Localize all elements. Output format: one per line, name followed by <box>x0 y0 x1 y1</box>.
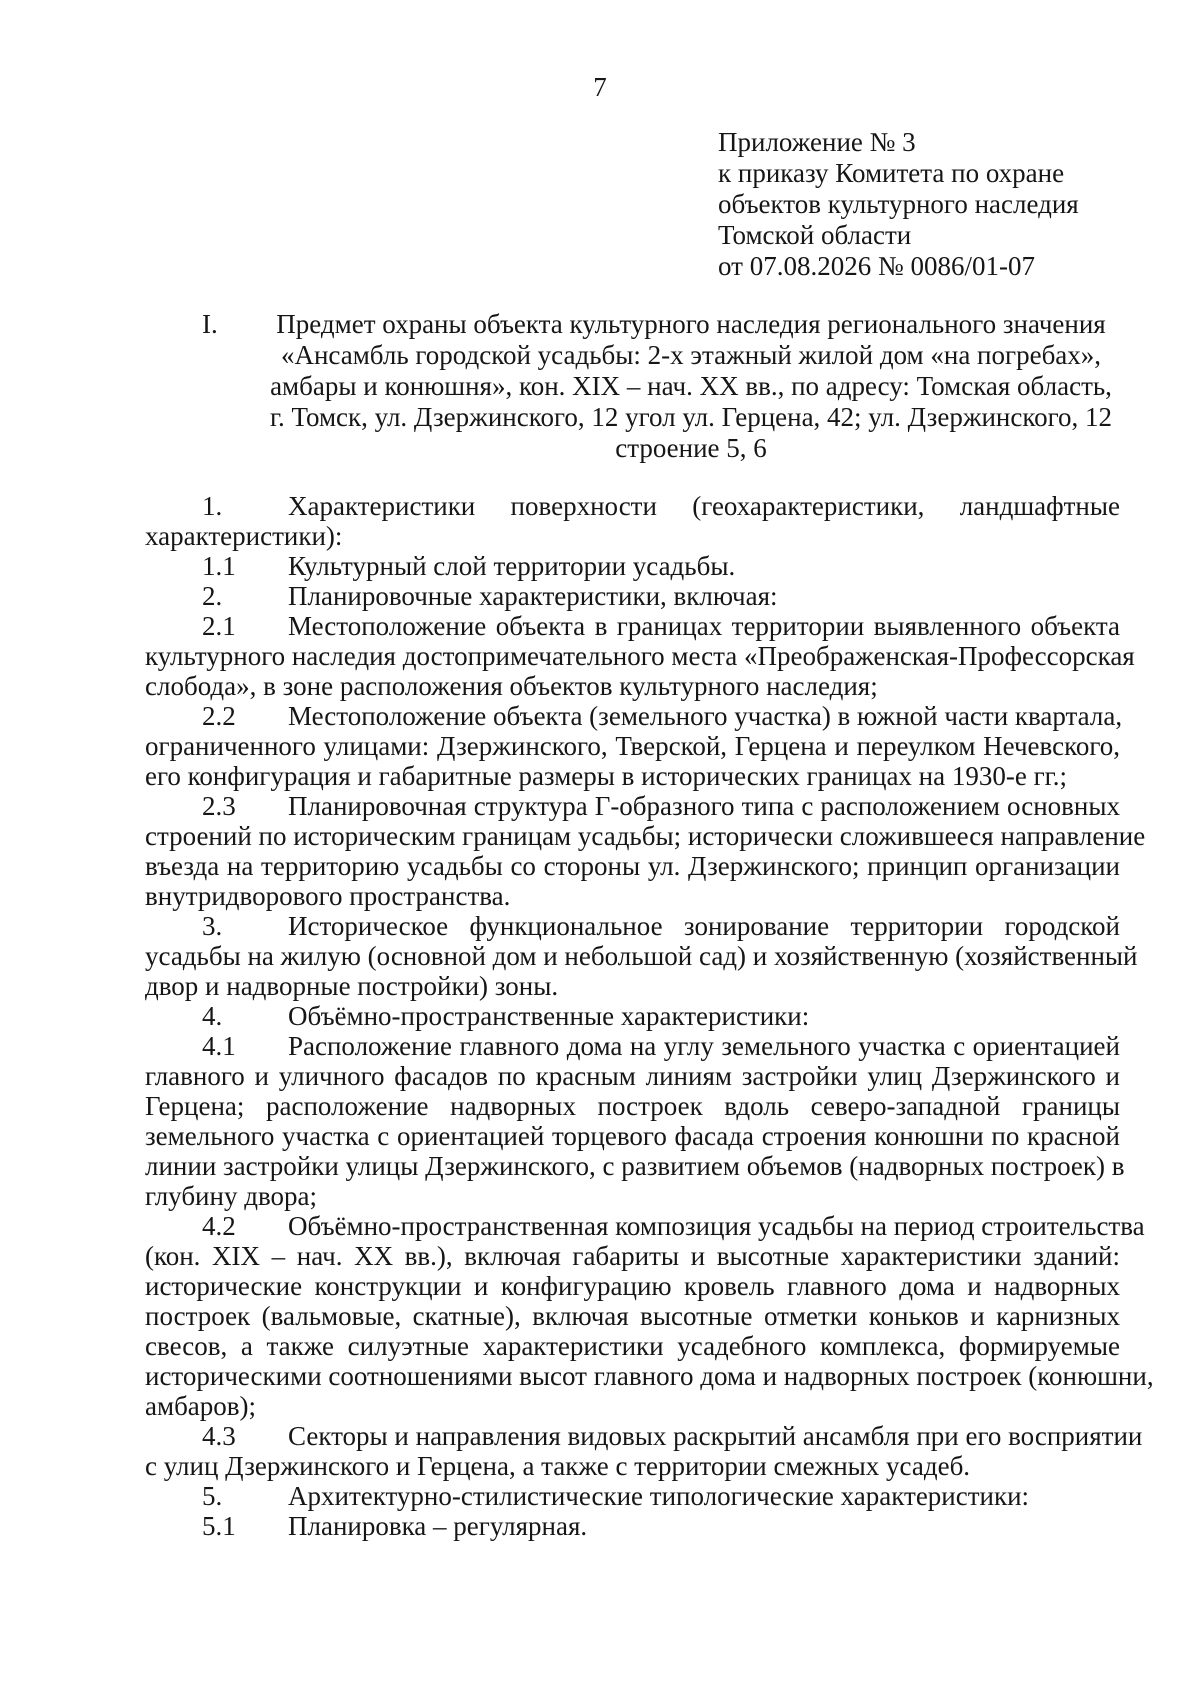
list-item <box>145 1001 1120 1031</box>
line-text: главного и уличного фасадов по красным линиям застройки улиц Дзержинского и <box>145 1061 1120 1091</box>
list-item <box>145 701 1123 791</box>
paragraph-line <box>145 701 1123 731</box>
item-number: 4.2 <box>202 1211 236 1241</box>
item-number: 4.1 <box>202 1031 236 1061</box>
list-item <box>145 1511 1120 1541</box>
list-item <box>145 1211 1154 1421</box>
list-item <box>145 581 1120 611</box>
section-title-line: «Ансамбль городской усадьбы: 2-х этажный жилой дом «на погребах», <box>280 340 1102 370</box>
list-item <box>145 551 1120 581</box>
line-text: Секторы и направления видовых раскрытий ансамбля при его восприятии <box>288 1421 1143 1451</box>
line-text: внутридворового пространства. <box>145 881 511 911</box>
line-text: амбаров); <box>145 1391 257 1421</box>
line-text: построек (вальмовые, скатные), включая высотные отметки коньков и карнизных <box>145 1301 1120 1331</box>
paragraph-line <box>145 551 1120 581</box>
paragraph-line <box>145 1061 1120 1091</box>
line-text: Культурный слой территории усадьбы. <box>288 551 736 581</box>
paragraph-line <box>145 1181 1120 1211</box>
paragraph-line <box>145 911 1120 941</box>
item-number: 1.1 <box>202 551 236 581</box>
item-number: 5.1 <box>202 1511 236 1541</box>
paragraph-line <box>145 1361 1154 1391</box>
line-text: историческими соотношениями высот главного дома и надворных построек (конюшни, <box>145 1361 1154 1391</box>
line-text: культурного наследия достопримечательного места «Преображенская-Профессорская <box>145 641 1135 671</box>
list-item <box>145 491 1120 551</box>
numbered-list <box>145 491 1154 1541</box>
line-text: Планировка – регулярная. <box>288 1511 588 1541</box>
appendix-header <box>718 127 1158 282</box>
paragraph-line <box>145 1241 1120 1271</box>
item-number: 4. <box>202 1001 223 1031</box>
appendix-line: Томской области <box>718 220 912 250</box>
list-item <box>145 1421 1143 1481</box>
paragraph-line <box>145 1481 1120 1511</box>
appendix-line: объектов культурного наследия <box>718 189 1079 219</box>
line-text: строений по историческим границам усадьбы; исторически сложившееся направление <box>145 821 1146 851</box>
paragraph-line <box>145 1151 1125 1181</box>
paragraph-line <box>145 521 1120 551</box>
item-number: 4.3 <box>202 1421 236 1451</box>
appendix-line: к приказу Комитета по охране <box>718 158 1065 188</box>
item-number: 1. <box>202 491 223 521</box>
line-text: Характеристики поверхности (геохарактеристики, ландшафтные <box>288 491 1120 521</box>
appendix-line: от 07.08.2026 № 0086/01-07 <box>718 251 1035 281</box>
line-text: земельного участка с ориентацией торцевого фасада строения конюшни по красной <box>145 1121 1120 1151</box>
appendix-line: Приложение № 3 <box>718 127 916 157</box>
paragraph-line <box>145 491 1120 521</box>
line-text: Архитектурно-стилистические типологические характеристики: <box>288 1481 1030 1511</box>
paragraph-line <box>145 1271 1120 1301</box>
section-title-line: строение 5, 6 <box>615 433 767 463</box>
item-number: 2.3 <box>202 791 236 821</box>
paragraph-line <box>145 1331 1120 1361</box>
paragraph-line <box>145 761 1120 791</box>
line-text: Объёмно-пространственные характеристики: <box>288 1001 810 1031</box>
line-text: с улиц Дзержинского и Герцена, а также с территории смежных усадеб. <box>145 1451 971 1481</box>
paragraph-line <box>145 581 1120 611</box>
item-number: 5. <box>202 1481 223 1511</box>
line-text: Герцена; расположение надворных построек вдоль северо-западной границы <box>145 1091 1120 1121</box>
item-number: 2.2 <box>202 701 236 731</box>
line-text: Планировочные характеристики, включая: <box>288 581 778 611</box>
paragraph-line <box>145 1391 1120 1421</box>
paragraph-line <box>145 791 1120 821</box>
list-item <box>145 911 1138 1001</box>
paragraph-line <box>145 821 1146 851</box>
line-text: (кон. XIX – нач. XX вв.), включая габариты и высотные характеристики зданий: <box>145 1241 1120 1271</box>
paragraph-line <box>145 1301 1120 1331</box>
section-title-line: Предмет охраны объекта культурного наследия регионального значения <box>276 309 1106 339</box>
paragraph-line <box>145 1091 1120 1121</box>
line-text: Планировочная структура Г-образного типа с расположением основных <box>288 791 1120 821</box>
paragraph-line <box>145 971 1120 1001</box>
paragraph-line <box>145 1121 1120 1151</box>
line-text: Местоположение объекта в границах территории выявленного объекта <box>288 611 1120 641</box>
list-item <box>145 611 1135 701</box>
line-text: ограниченного улицами: Дзержинского, Тверской, Герцена и переулком Нечевского, <box>145 731 1120 761</box>
line-text: усадьбы на жилую (основной дом и небольшой сад) и хозяйственную (хозяйственный <box>145 941 1138 971</box>
line-text: его конфигурация и габаритные размеры в исторических границах на 1930-е гг.; <box>145 761 1067 791</box>
page-number: 7 <box>593 72 607 102</box>
paragraph-line <box>145 851 1120 881</box>
paragraph-line <box>145 1511 1120 1541</box>
line-text: слобода», в зоне расположения объектов культурного наследия; <box>145 671 878 701</box>
item-number: 3. <box>202 911 223 941</box>
line-text: линии застройки улицы Дзержинского, с развитием объемов (надворных построек) в <box>145 1151 1125 1181</box>
section-number: I. <box>202 309 218 339</box>
line-text: исторические конструкции и конфигурацию кровель главного дома и надворных <box>145 1271 1120 1301</box>
line-text: Расположение главного дома на углу земельного участка с ориентацией <box>288 1031 1120 1061</box>
paragraph-line <box>145 941 1138 971</box>
list-item <box>145 1031 1125 1211</box>
line-text: Объёмно-пространственная композиция усадьбы на период строительства <box>288 1211 1145 1241</box>
paragraph-line <box>145 1421 1143 1451</box>
line-text: Историческое функциональное зонирование территории городской <box>288 911 1120 941</box>
paragraph-line <box>145 671 1120 701</box>
line-text: въезда на территорию усадьбы со стороны ул. Дзержинского; принцип организации <box>145 851 1120 881</box>
section-title-line: амбары и конюшня», кон. XIX – нач. XX вв., по адресу: Томская область, <box>270 371 1112 401</box>
line-text: глубину двора; <box>145 1181 317 1211</box>
item-number: 2. <box>202 581 223 611</box>
paragraph-line <box>145 1211 1145 1241</box>
line-text: характеристики): <box>145 521 343 551</box>
paragraph-line <box>145 881 1120 911</box>
line-text: свесов, а также силуэтные характеристики усадебного комплекса, формируемые <box>145 1331 1120 1361</box>
paragraph-line <box>145 611 1120 641</box>
section-title <box>262 309 1120 464</box>
paragraph-line <box>145 1451 1120 1481</box>
list-item <box>145 791 1146 911</box>
list-item <box>145 1481 1120 1511</box>
line-text: Местоположение объекта (земельного участка) в южной части квартала, <box>288 701 1123 731</box>
line-text: двор и надворные постройки) зоны. <box>145 971 559 1001</box>
item-number: 2.1 <box>202 611 236 641</box>
section-title-line: г. Томск, ул. Дзержинского, 12 угол ул. Герцена, 42; ул. Дзержинского, 12 <box>269 402 1113 432</box>
paragraph-line <box>145 1001 1120 1031</box>
paragraph-line <box>145 641 1135 671</box>
paragraph-line <box>145 1031 1120 1061</box>
paragraph-line <box>145 731 1120 761</box>
